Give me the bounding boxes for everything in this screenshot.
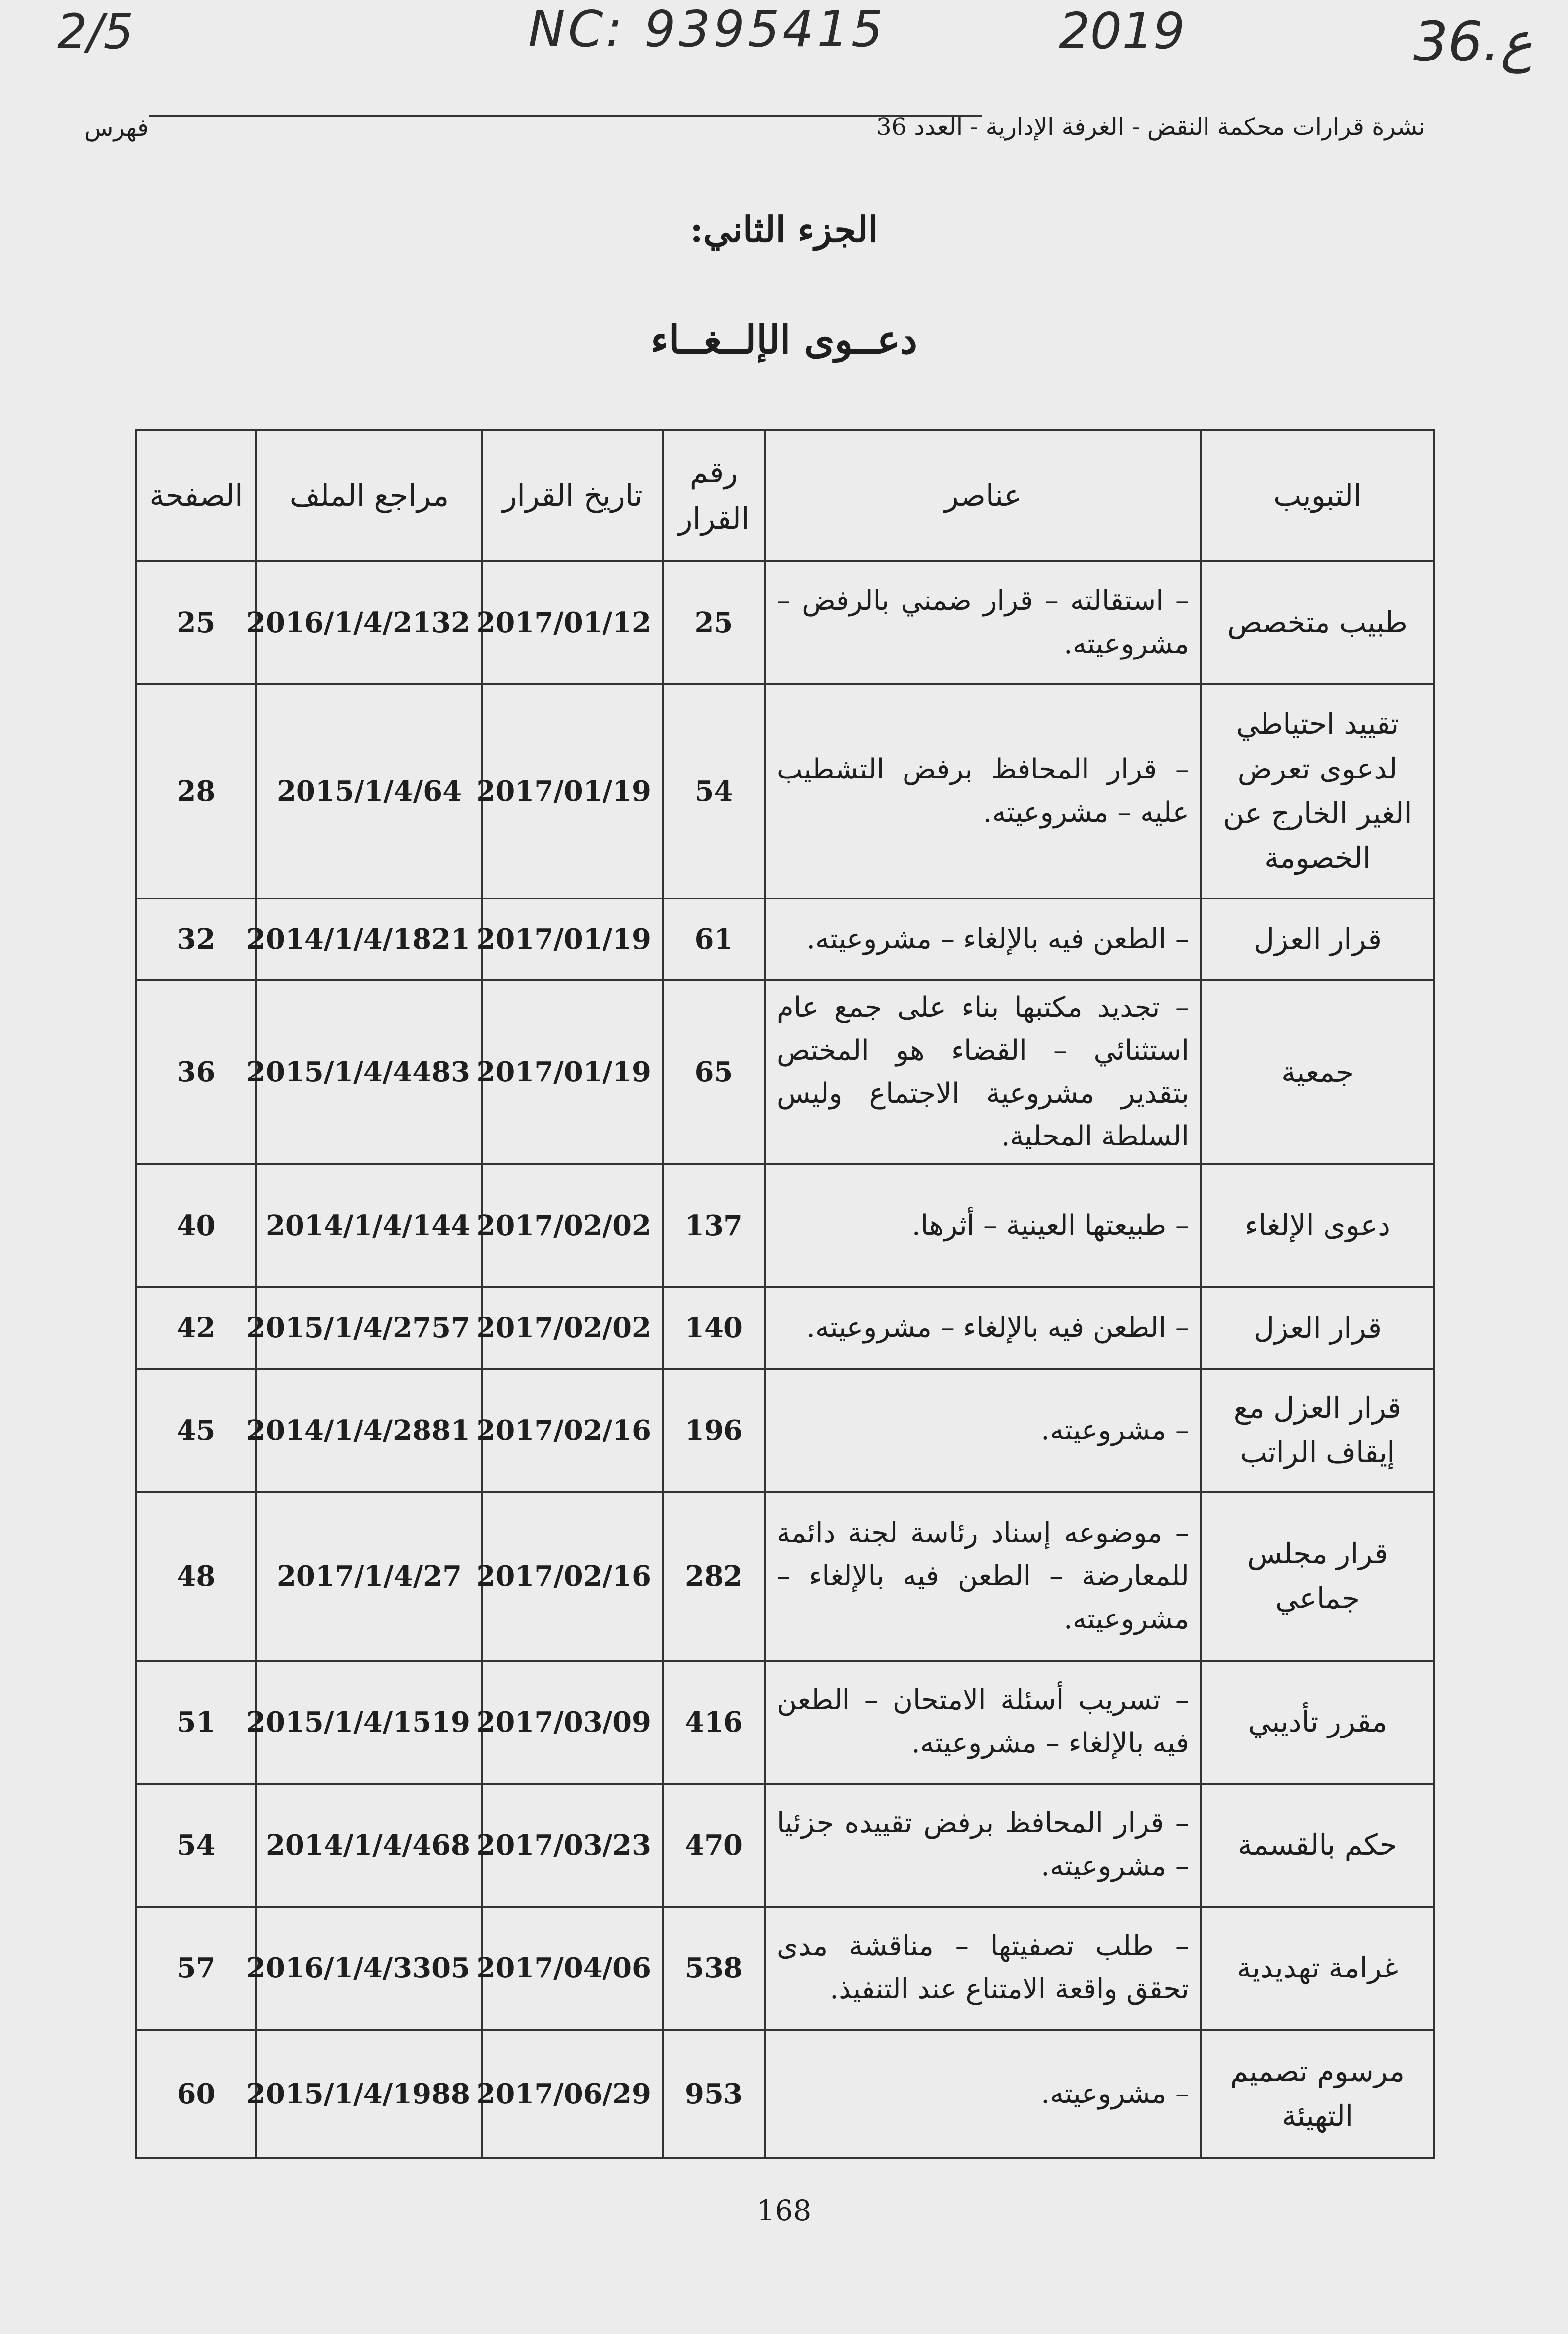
cell-decision-number: 416 bbox=[663, 1661, 765, 1784]
table-row bbox=[136, 684, 1434, 898]
cell-decision-number: 140 bbox=[663, 1287, 765, 1369]
cell-title: غرامة تهديدية bbox=[1201, 1907, 1434, 2030]
table-row bbox=[136, 898, 1434, 980]
cell-page: 28 bbox=[136, 684, 256, 898]
cell-decision-date: 2017/02/16 bbox=[482, 1492, 663, 1661]
cell-decision-date: 2017/01/19 bbox=[482, 684, 663, 898]
table-row bbox=[136, 2030, 1434, 2158]
cell-decision-number: 196 bbox=[663, 1369, 765, 1492]
table-row bbox=[136, 980, 1434, 1164]
cell-title: حكم بالقسمة bbox=[1201, 1784, 1434, 1907]
cell-page: 42 bbox=[136, 1287, 256, 1369]
cell-decision-date: 2017/01/12 bbox=[482, 561, 663, 684]
cell-page: 54 bbox=[136, 1784, 256, 1907]
cell-elements: – مشروعيته. bbox=[765, 2030, 1201, 2158]
cell-file-reference: 2014/1/4/144 bbox=[256, 1164, 482, 1287]
cell-decision-date: 2017/03/23 bbox=[482, 1784, 663, 1907]
handwritten-year: 2019 bbox=[1059, 2, 1185, 60]
cell-decision-date: 2017/03/09 bbox=[482, 1661, 663, 1784]
cell-decision-number: 65 bbox=[663, 980, 765, 1164]
cell-decision-date: 2017/01/19 bbox=[482, 898, 663, 980]
table-row bbox=[136, 1164, 1434, 1287]
cell-page: 25 bbox=[136, 561, 256, 684]
cell-page: 32 bbox=[136, 898, 256, 980]
cell-decision-number: 538 bbox=[663, 1907, 765, 2030]
table-row bbox=[136, 1661, 1434, 1784]
cell-title: دعوى الإلغاء bbox=[1201, 1164, 1434, 1287]
cell-page: 36 bbox=[136, 980, 256, 1164]
cell-decision-number: 54 bbox=[663, 684, 765, 898]
running-header-title: نشرة قرارات محكمة النقض - الغرفة الإدارية - العدد 36 bbox=[876, 113, 1425, 141]
cell-decision-date: 2017/01/19 bbox=[482, 980, 663, 1164]
cell-elements: – تسريب أسئلة الامتحان – الطعن فيه بالإلغاء – مشروعيته. bbox=[765, 1661, 1201, 1784]
cell-page: 48 bbox=[136, 1492, 256, 1661]
handwritten-issue-mark: 36.ع bbox=[1413, 10, 1533, 73]
running-header-index: فهرس bbox=[84, 114, 149, 142]
header-page: الصفحة bbox=[136, 430, 256, 561]
cell-elements: – الطعن فيه بالإلغاء – مشروعيته. bbox=[765, 1287, 1201, 1369]
cell-elements: – قرار المحافظ برفض تقييده جزئيا – مشروعيته. bbox=[765, 1784, 1201, 1907]
header-divider bbox=[149, 115, 982, 117]
cell-page: 45 bbox=[136, 1369, 256, 1492]
table-row bbox=[136, 1287, 1434, 1369]
cell-elements: – طبيعتها العينية – أثرها. bbox=[765, 1164, 1201, 1287]
handwritten-page-fraction: 2/5 bbox=[57, 4, 134, 60]
cell-decision-number: 25 bbox=[663, 561, 765, 684]
cell-decision-number: 137 bbox=[663, 1164, 765, 1287]
cell-elements: – تجديد مكتبها بناء على جمع عام استثنائي – القضاء هو المختص بتقدير مشروعية الاجتماع وليس السلطة المحلية. bbox=[765, 980, 1201, 1164]
table-row bbox=[136, 1907, 1434, 2030]
cell-elements: – موضوعه إسناد رئاسة لجنة دائمة للمعارضة – الطعن فيه بالإلغاء – مشروعيته. bbox=[765, 1492, 1201, 1661]
header-decision-number: رقم القرار bbox=[663, 430, 765, 561]
cell-title: مرسوم تصميم التهيئة bbox=[1201, 2030, 1434, 2158]
cell-file-reference: 2015/1/4/4483 bbox=[256, 980, 482, 1164]
cell-title: قرار العزل مع إيقاف الراتب bbox=[1201, 1369, 1434, 1492]
cell-file-reference: 2015/1/4/2757 bbox=[256, 1287, 482, 1369]
cell-title: قرار العزل bbox=[1201, 1287, 1434, 1369]
table-row bbox=[136, 1369, 1434, 1492]
cell-file-reference: 2015/1/4/1519 bbox=[256, 1661, 482, 1784]
cell-file-reference: 2014/1/4/1821 bbox=[256, 898, 482, 980]
cell-elements: – استقالته – قرار ضمني بالرفض – مشروعيته. bbox=[765, 561, 1201, 684]
table-row bbox=[136, 561, 1434, 684]
cell-title: قرار مجلس جماعي bbox=[1201, 1492, 1434, 1661]
section-title: دعــوى الإلــغــاء bbox=[651, 317, 917, 362]
header-decision-date: تاريخ القرار bbox=[482, 430, 663, 561]
table-row bbox=[136, 1784, 1434, 1907]
cell-page: 60 bbox=[136, 2030, 256, 2158]
cell-title: مقرر تأديبي bbox=[1201, 1661, 1434, 1784]
cell-page: 57 bbox=[136, 1907, 256, 2030]
cell-title: طبيب متخصص bbox=[1201, 561, 1434, 684]
table-header-row bbox=[136, 430, 1434, 561]
cell-title: تقييد احتياطي لدعوى تعرض الغير الخارج عن الخصومة bbox=[1201, 684, 1434, 898]
cell-page: 51 bbox=[136, 1661, 256, 1784]
cell-elements: – الطعن فيه بالإلغاء – مشروعيته. bbox=[765, 898, 1201, 980]
cell-title: جمعية bbox=[1201, 980, 1434, 1164]
cell-file-reference: 2016/1/4/3305 bbox=[256, 1907, 482, 2030]
cell-page: 40 bbox=[136, 1164, 256, 1287]
cell-file-reference: 2016/1/4/2132 bbox=[256, 561, 482, 684]
cell-decision-number: 953 bbox=[663, 2030, 765, 2158]
cell-elements: – مشروعيته. bbox=[765, 1369, 1201, 1492]
cell-file-reference: 2014/1/4/468 bbox=[256, 1784, 482, 1907]
cell-decision-date: 2017/04/06 bbox=[482, 1907, 663, 2030]
cell-file-reference: 2014/1/4/2881 bbox=[256, 1369, 482, 1492]
cell-title: قرار العزل bbox=[1201, 898, 1434, 980]
header-title: التبويب bbox=[1201, 430, 1434, 561]
cell-decision-date: 2017/02/16 bbox=[482, 1369, 663, 1492]
cell-decision-date: 2017/02/02 bbox=[482, 1287, 663, 1369]
header-elements: عناصر bbox=[765, 430, 1201, 561]
cell-elements: – طلب تصفيتها – مناقشة مدى تحقق واقعة الامتناع عند التنفيذ. bbox=[765, 1907, 1201, 2030]
part-title: الجزء الثاني: bbox=[690, 208, 878, 250]
cell-file-reference: 2015/1/4/1988 bbox=[256, 2030, 482, 2158]
cell-decision-number: 470 bbox=[663, 1784, 765, 1907]
cell-decision-date: 2017/02/02 bbox=[482, 1164, 663, 1287]
cell-decision-number: 61 bbox=[663, 898, 765, 980]
cell-elements: – قرار المحافظ برفض التشطيب عليه – مشروعيته. bbox=[765, 684, 1201, 898]
header-file-reference: مراجع الملف bbox=[256, 430, 482, 561]
cell-decision-number: 282 bbox=[663, 1492, 765, 1661]
cell-file-reference: 2015/1/4/64 bbox=[256, 684, 482, 898]
cell-file-reference: 2017/1/4/27 bbox=[256, 1492, 482, 1661]
cell-decision-date: 2017/06/29 bbox=[482, 2030, 663, 2158]
decisions-index-table bbox=[135, 429, 1435, 2159]
table-row bbox=[136, 1492, 1434, 1661]
page-number: 168 bbox=[756, 2194, 812, 2227]
handwritten-reference-number: NC: 9395415 bbox=[528, 0, 886, 58]
